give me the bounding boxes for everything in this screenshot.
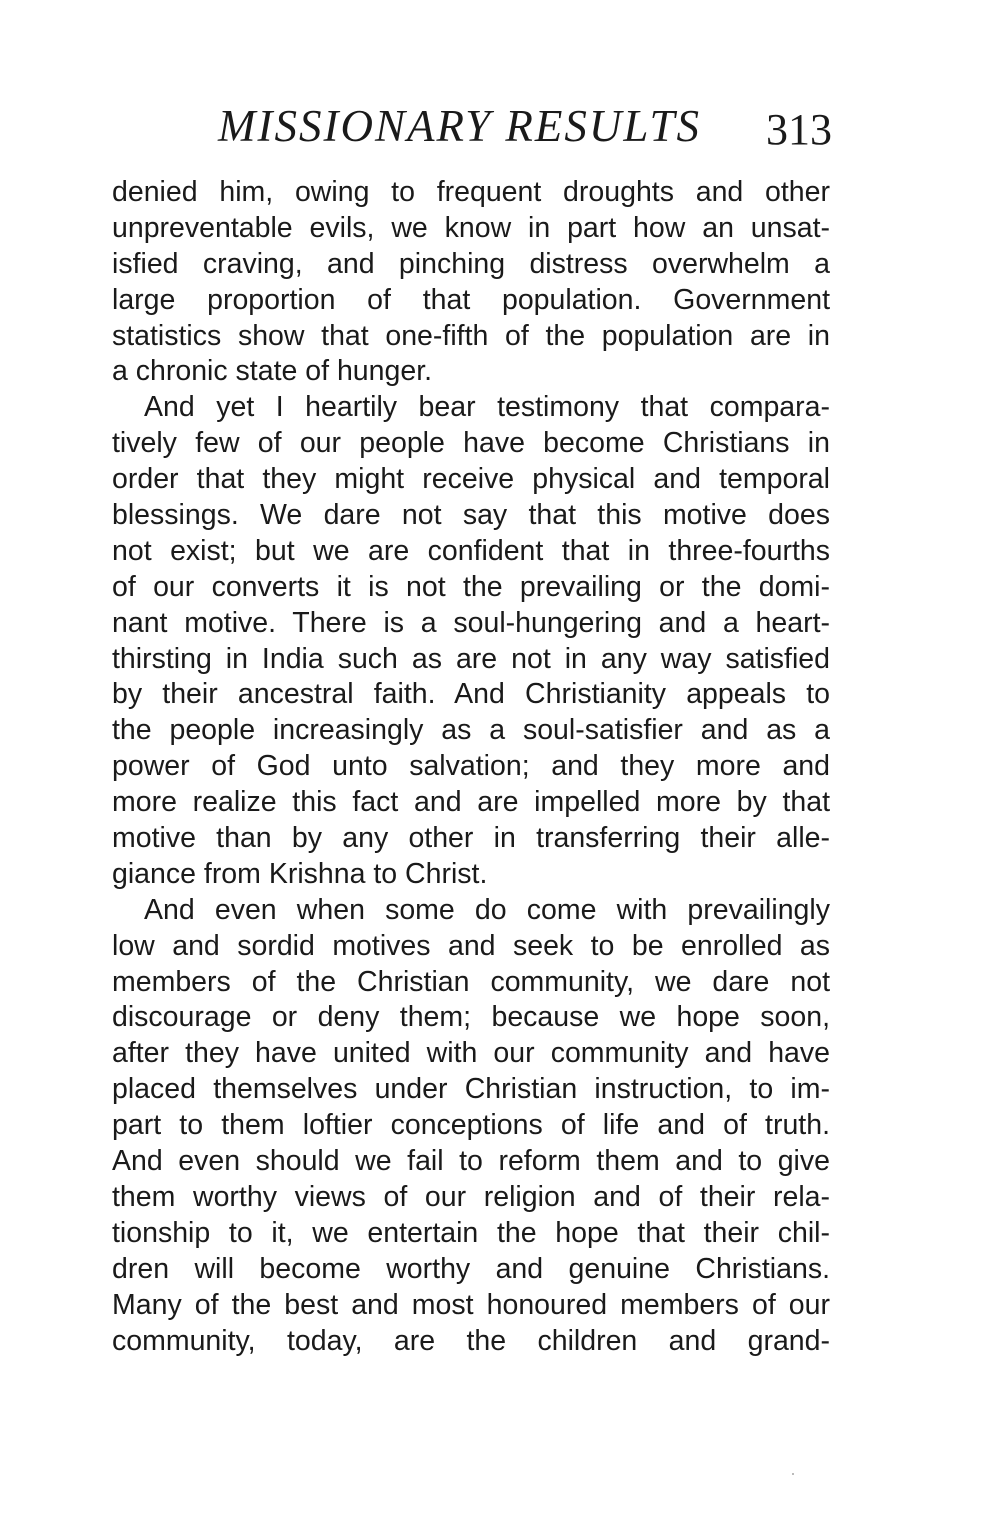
text-line: denied him, owing to frequent droughts and other [112, 176, 830, 208]
text-line: thirsting in India such as are not in any way satisfied [112, 642, 830, 675]
text-line: the people increasingly as a soul-satisfier and as a [112, 714, 830, 747]
text-line: large proportion of that population. Government [112, 283, 830, 316]
text-line: of our converts it is not the prevailing or the domi- [112, 570, 830, 603]
body-text [112, 175, 830, 1359]
text-line: not exist; but we are confident that in three-fourths [112, 534, 830, 567]
text-line: unpreventable evils, we know in part how an unsat- [112, 211, 830, 244]
text-line: tionship to it, we entertain the hope that their chil- [112, 1216, 830, 1249]
text-line: power of God unto salvation; and they more and [112, 750, 830, 783]
text-line: placed themselves under Christian instruction, to im- [112, 1073, 830, 1106]
text-line: statistics show that one-fifth of the population are in [112, 319, 830, 352]
running-title: MISSIONARY RESULTS [218, 101, 702, 151]
text-line: a chronic state of hunger. [112, 355, 433, 388]
page-number: 313 [766, 105, 832, 154]
text-line: them worthy views of our religion and of their rela- [112, 1180, 830, 1213]
page-speck [792, 1473, 794, 1475]
text-line: after they have united with our community and have [112, 1037, 830, 1070]
text-line: tively few of our people have become Christians in [112, 427, 830, 460]
text-line: dren will become worthy and genuine Christians. [112, 1252, 830, 1285]
text-line: more realize this fact and are impelled more by that [112, 786, 830, 819]
text-line: members of the Christian community, we dare not [112, 965, 830, 998]
text-line: low and sordid motives and seek to be enrolled as [112, 929, 830, 962]
text-line: community, today, are the children and grand- [112, 1324, 830, 1357]
text-line: Many of the best and most honoured members of our [112, 1288, 830, 1321]
text-line: motive than by any other in transferring their alle- [112, 822, 830, 855]
text-line: part to them loftier conceptions of life and of truth. [112, 1109, 830, 1142]
running-head [110, 96, 832, 156]
text-line: giance from Krishna to Christ. [112, 857, 488, 890]
text-line: by their ancestral faith. And Christianity appeals to [112, 678, 830, 711]
text-line: blessings. We dare not say that this motive does [112, 499, 830, 532]
paragraph-first-line: And yet I heartily bear testimony that compara- [144, 391, 830, 424]
text-line: order that they might receive physical and temporal [112, 463, 830, 496]
text-line: nant motive. There is a soul-hungering and a heart- [112, 606, 830, 639]
text-line: isfied craving, and pinching distress overwhelm a [112, 247, 830, 280]
text-line: And even should we fail to reform them and to give [112, 1145, 830, 1178]
text-line: discourage or deny them; because we hope soon, [112, 1001, 830, 1034]
paragraph-first-line: And even when some do come with prevailingly [144, 893, 830, 926]
